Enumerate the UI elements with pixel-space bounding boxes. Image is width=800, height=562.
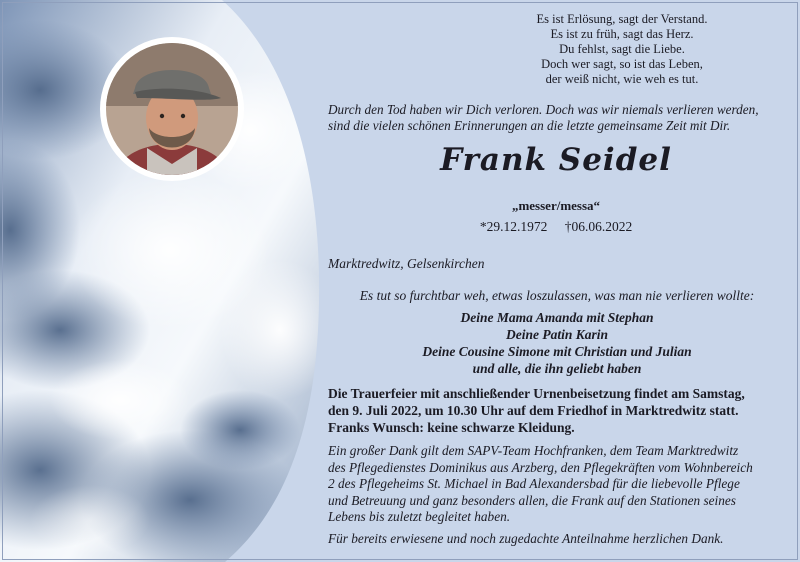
mourner-line: Deine Cousine Simone mit Christian und Julian <box>422 344 692 359</box>
intro-line: Durch den Tod haben wir Dich verloren. Doch was wir niemals verlieren werden, <box>328 102 759 117</box>
thanks-line: und Betreuung und ganz besonders allen, die Frank auf den Stationen seines <box>328 492 736 508</box>
deceased-name: Frank Seidel <box>440 142 672 178</box>
poem-line: Du fehlst, sagt die Liebe. <box>559 42 685 56</box>
deceased-nickname: „messer/messa“ <box>511 198 601 213</box>
intro-line: sind die vielen schönen Erinnerungen an die letzte gemeinsame Zeit mit Dir. <box>328 118 731 133</box>
mourners-list <box>328 309 786 377</box>
intro-text <box>328 102 778 134</box>
service-line: Franks Wunsch: keine schwarze Kleidung. <box>328 420 575 435</box>
mourner-line: Deine Mama Amanda mit Stephan <box>460 310 654 325</box>
birth-date: *29.12.1972 <box>479 219 548 234</box>
thanks-line: Ein großer Dank gilt dem SAPV-Team Hochfranken, dem Team Marktredwitz <box>328 443 739 458</box>
poem <box>472 12 772 87</box>
funeral-service-info <box>328 385 788 436</box>
thanks-line: Lebens bis zuletzt begleitet haben. <box>328 509 511 525</box>
poem-line: Es ist Erlösung, sagt der Verstand. <box>536 12 708 26</box>
location: Marktredwitz, Gelsenkirchen <box>328 256 485 271</box>
poem-line: Es ist zu früh, sagt das Herz. <box>550 27 694 41</box>
poem-line: Doch wer sagt, so ist das Leben, <box>541 57 703 71</box>
poem-line: der weiß nicht, wie weh es tut. <box>545 72 699 86</box>
service-line: Die Trauerfeier mit anschließender Urnenbeisetzung findet am Samstag, <box>328 386 745 401</box>
mourner-line: und alle, die ihn geliebt haben <box>472 361 642 376</box>
life-dates <box>328 219 784 235</box>
closing-line: Für bereits erwiesene und noch zugedachte Anteilnahme herzlichen Dank. <box>328 531 724 546</box>
portrait-photo <box>99 36 245 182</box>
thanks-line: des Pflegedienstes Dominikus aus Arzberg, den Pflegekräften vom Wohnbereich <box>328 459 753 475</box>
service-line: den 9. Juli 2022, um 10.30 Uhr auf dem Friedhof in Marktredwitz statt. <box>328 403 739 418</box>
thanks-line: 2 des Pflegeheims St. Michael in Bad Alexandersbad für die liebevolle Pflege <box>328 476 740 492</box>
farewell-quote: Es tut so furchtbar weh, etwas loszulassen, was man nie verlieren wollte: <box>359 288 755 303</box>
thanks-text <box>328 443 788 526</box>
mourner-line: Deine Patin Karin <box>505 327 608 342</box>
death-date: †06.06.2022 <box>564 219 633 234</box>
